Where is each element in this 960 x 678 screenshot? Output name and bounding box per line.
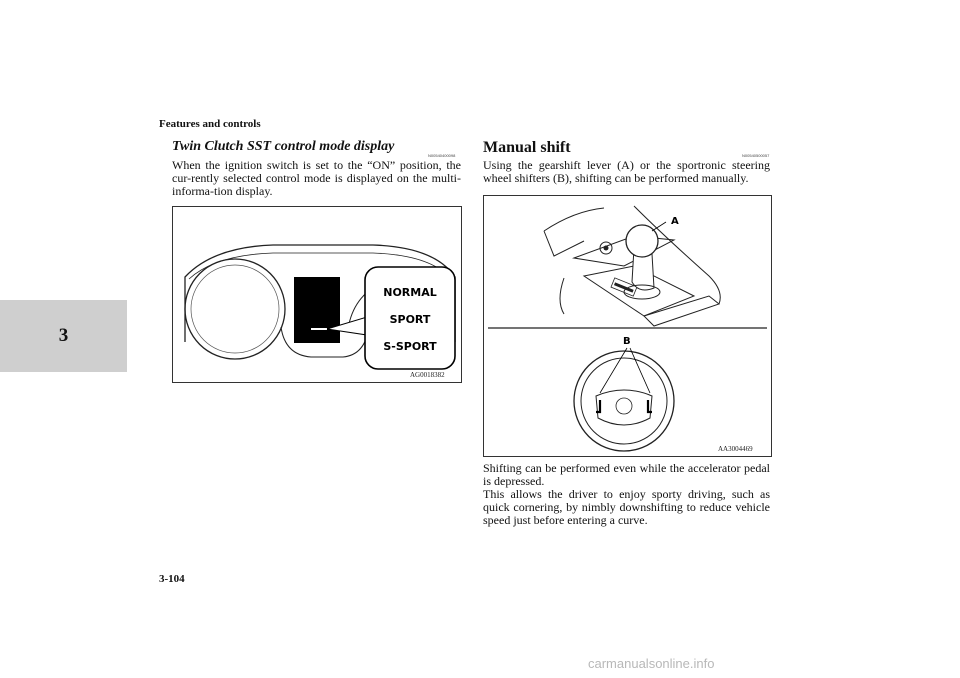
watermark: carmanualsonline.info	[588, 656, 715, 671]
page-number: 3-104	[159, 573, 185, 585]
right-paragraph-2: Shifting can be performed even while the accelerator pedal is depressed.	[483, 461, 770, 488]
chapter-tab	[0, 300, 127, 372]
left-heading: Twin Clutch SST control mode display	[172, 139, 395, 154]
instrument-cluster-illustration	[173, 207, 461, 382]
manual-shift-figure	[483, 195, 772, 457]
chapter-number: 3	[58, 325, 69, 346]
mode-sport-label: SPORT	[389, 313, 431, 326]
right-paragraph-3: This allows the driver to enjoy sporty driving, such as quick cornering, by nimbly downshifting to reduce vehicle speed just before entering a curve.	[483, 487, 770, 527]
mode-display-figure	[172, 206, 462, 383]
right-paragraph-2-group	[483, 462, 770, 527]
right-reference-code: N00540500057	[742, 153, 770, 158]
right-heading: Manual shift	[483, 139, 571, 156]
mode-normal-label: NORMAL	[383, 286, 437, 299]
section-header: Features and controls	[159, 118, 261, 130]
label-b: B	[623, 336, 631, 347]
right-paragraph-1: Using the gearshift lever (A) or the sportronic steering wheel shifters (B), shifting can be performed manually.	[483, 158, 770, 185]
shift-lever-and-wheel-illustration	[484, 196, 771, 456]
left-paragraph: When the ignition switch is set to the “ON” position, the cur-rently selected control mode is displayed on the multi-informa-tion display.	[172, 158, 461, 198]
right-figure-code: AA3004469	[718, 445, 753, 453]
mode-s-sport-label: S-SPORT	[383, 340, 437, 353]
left-figure-code: AG0018382	[410, 371, 445, 379]
label-a: A	[671, 216, 679, 227]
left-reference-code: N00540400098	[428, 153, 456, 158]
